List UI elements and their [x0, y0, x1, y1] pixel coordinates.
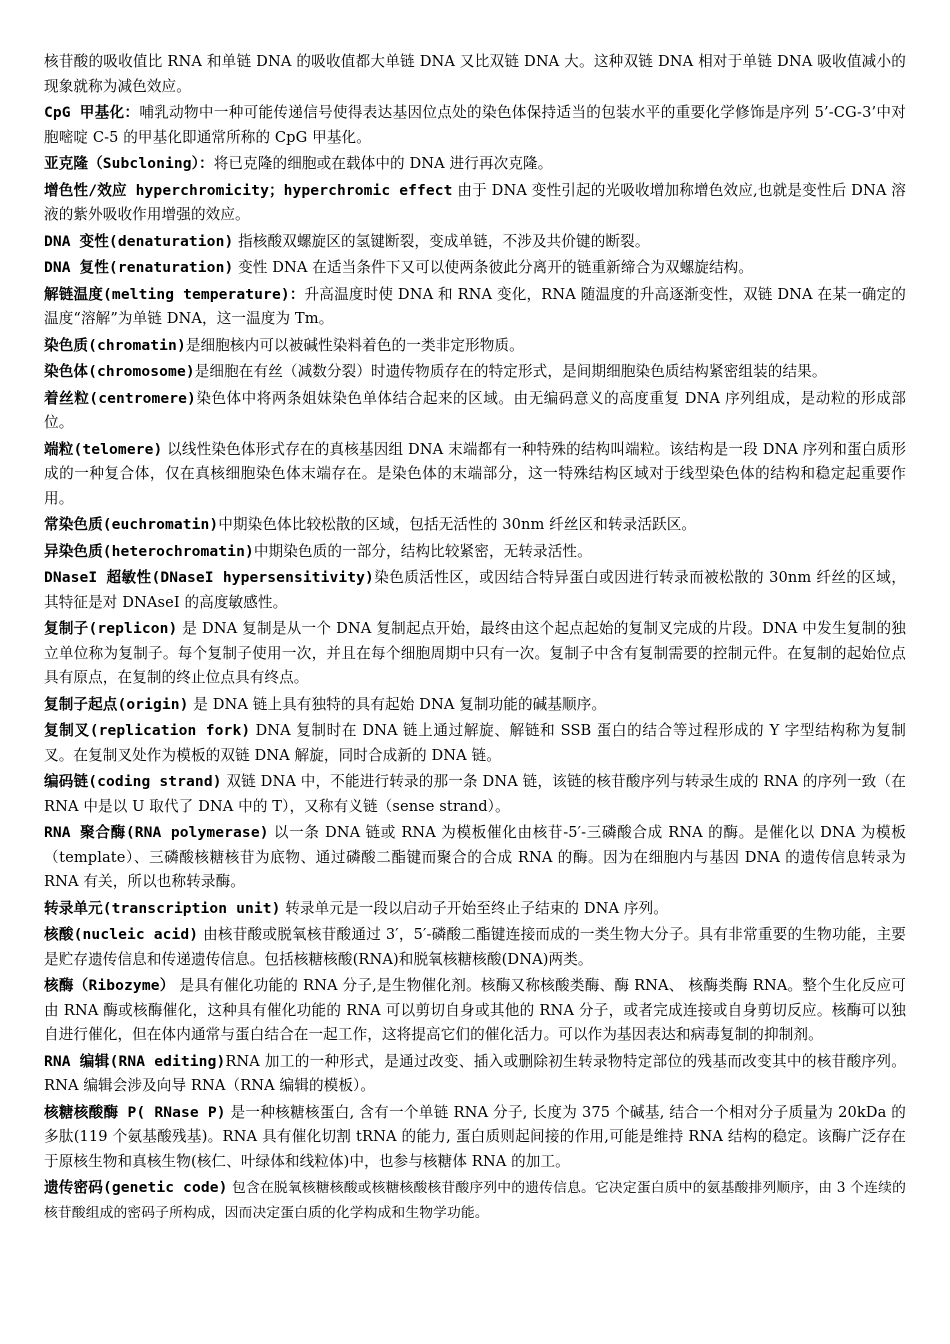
entry-term: 转录单元(transcription unit) [44, 899, 281, 917]
entry-definition: 包含在脱氧核糖核酸或核糖核酸核苷酸序列中的遗传信息。它决定蛋白质中的氨基酸排列顺序，由 3 个连续的核苷酸组成的密码子所构成，因而决定蛋白质的化学构成和生物学功能。 [44, 1180, 906, 1221]
entry-term: 核酸(nucleic acid) [44, 926, 199, 943]
entry-definition: 指核酸双螺旋区的氢键断裂，变成单链，不涉及共价键的断裂。 [233, 232, 650, 250]
entry-definition: 转录单元是一段以启动子开始至终止子结束的 DNA 序列。 [280, 899, 668, 917]
entry-term: RNA 编辑(RNA editing) [44, 1052, 226, 1070]
entry-definition: 染色体中将两条姐妹染色单体结合起来的区域。由无编码意义的高度重复 DNA 序列组成，是动粒的形成部位。 [44, 389, 906, 431]
entry-definition: 哺乳动物中一种可能传递信号使得表达基因位点处的染色体保持适当的包装水平的重要化学修饰是序列 5’-CG-3’中对胞嘧啶 C-5 的甲基化即通常所称的 CpG 甲基化。 [44, 104, 906, 146]
entry-renaturation [44, 256, 906, 281]
entry-term: 增色性/效应 hyperchromicity；hyperchromic effect [44, 181, 453, 199]
entry-term: 常染色质(euchromatin) [44, 516, 219, 533]
entry-rnase-p [44, 1101, 906, 1175]
entry-chromosome [44, 360, 906, 385]
entry-definition: DNA 复制时在 DNA 链上通过解旋、解链和 SSB 蛋白的结合等过程形成的 Y 字型结构称为复制叉。在复制叉处作为模板的双链 DNA 解旋，同时合成新的 DNA 链。 [44, 722, 906, 764]
entry-definition: 由核苷酸或脱氧核苷酸通过 3′，5′-磷酸二酯键连接而成的一类生物大分子。具有非常重要的生物功能，主要是贮存遗传信息和传递遗传信息。包括核糖核酸(RNA)和脱氧核糖核酸(DNA)两类。 [44, 926, 906, 968]
entry-term: 染色质(chromatin) [44, 336, 186, 354]
entry-replicon [44, 617, 906, 691]
entry-term: 编码链(coding strand) [44, 773, 222, 790]
entry-term: DNA 变性(denaturation) [44, 232, 234, 250]
entry-nucleic-acid [44, 923, 906, 972]
entry-definition: 是细胞在有丝（减数分裂）时遗传物质存在的特定形式，是间期细胞染色质结构紧密组装的结果。 [194, 363, 827, 380]
entry-term: 复制子(replicon) [44, 620, 178, 637]
entry-term: 端粒(telomere) [44, 440, 163, 458]
entry-origin [44, 693, 906, 718]
entry-term: 解链温度(melting temperature)： [44, 285, 305, 303]
entry-definition: RNA 加工的一种形式，是通过改变、插入或删除初生转录物特定部位的残基而改变其中的核苷酸序列。RNA 编辑会涉及向导 RNA（RNA 编辑的模板）。 [44, 1052, 907, 1094]
entry-term: 复制叉(replication fork) [44, 722, 251, 739]
entry-definition: 中期染色质的一部分，结构比较紧密，无转录活性。 [253, 542, 592, 560]
entry-telomere [44, 438, 906, 512]
entry-hypochromic-effect [44, 50, 906, 99]
entry-definition: 是 DNA 链上具有独特的具有起始 DNA 复制功能的碱基顺序。 [188, 695, 607, 713]
entry-definition: 核苷酸的吸收值比 RNA 和单链 DNA 的吸收值都大单链 DNA 又比双链 DNA 大。这种双链 DNA 相对于单链 DNA 吸收值减小的现象就称为减色效应。 [44, 53, 906, 95]
entry-rna-polymerase [44, 821, 906, 895]
entry-dnasei-hypersensitivity [44, 566, 906, 615]
entry-definition: 双链 DNA 中，不能进行转录的那一条 DNA 链，该链的核苷酸序列与转录生成的 RNA 的序列一致（在 RNA 中是以 U 取代了 DNA 中的 T），又称有义链（sense strand）。 [44, 773, 906, 815]
entry-term: 复制子起点(origin) [44, 695, 189, 713]
entry-centromere [44, 387, 906, 436]
entry-term: CpG 甲基化： [44, 104, 140, 121]
entry-chromatin [44, 334, 906, 359]
entry-term: 异染色质(heterochromatin) [44, 542, 254, 560]
entry-definition: 是 DNA 复制是从一个 DNA 复制起点开始，最终由这个起点起始的复制叉完成的片段。DNA 中发生复制的独立单位称为复制子。每个复制子使用一次，并且在每个细胞周期中只有一次。复制子中含有复制需要的控制元件。在复制的起始位点具有原点，在复制的终止位点具有终点。 [44, 620, 906, 686]
entry-term: 核酶（Ribozyme） [44, 977, 175, 994]
entry-definition: 中期染色体比较松散的区域，包括无活性的 30nm 纤丝区和转录活跃区。 [218, 516, 697, 533]
entry-term: 核糖核酸酶 P( RNase P) [44, 1103, 226, 1121]
entry-term: DNA 复性(renaturation) [44, 259, 234, 276]
entry-definition: 是一种核糖核蛋白, 含有一个单链 RNA 分子, 长度为 375 个碱基, 结合一个相对分子质量为 20kDa 的多肽(119 个氨基酸残基)。RNA 具有催化切割 tRNA 的能力, 蛋白质则起间接的作用,可能是维持 RNA 结构的稳定。该酶广泛存在于原核生物和真核生物(核仁、叶绿体和线粒体)中，也参与核糖体 RNA 的加工。 [44, 1103, 907, 1170]
entry-genetic-code [44, 1176, 906, 1225]
entry-heterochromatin [44, 540, 906, 565]
entry-definition: 将已克隆的细胞或在载体中的 DNA 进行再次克隆。 [213, 155, 553, 172]
entry-ribozyme [44, 974, 906, 1048]
entry-term: 亚克隆（Subcloning）： [44, 155, 214, 172]
entry-transcription-unit [44, 897, 906, 922]
entry-melting-temperature [44, 283, 906, 332]
entry-denaturation [44, 230, 906, 255]
entry-term: RNA 聚合酶(RNA polymerase) [44, 824, 269, 841]
entry-definition: 变性 DNA 在适当条件下又可以使两条彼此分离开的链重新缔合为双螺旋结构。 [233, 259, 754, 276]
entry-coding-strand [44, 770, 906, 819]
entry-term: 着丝粒(centromere) [44, 389, 196, 407]
entry-subcloning [44, 152, 906, 177]
entry-definition: 由于 DNA 变性引起的光吸收增加称增色效应,也就是变性后 DNA 溶液的紫外吸收作用增强的效应。 [44, 181, 906, 223]
entry-definition: 升高温度时使 DNA 和 RNA 变化，RNA 随温度的升高逐渐变性，双链 DNA 在某一确定的温度“溶解”为单链 DNA，这一温度为 Tm。 [44, 285, 906, 327]
entry-definition: 是具有催化功能的 RNA 分子,是生物催化剂。核酶又称核酸类酶、酶 RNA、 核酶类酶 RNA。整个生化反应可由 RNA 酶或核酶催化，这种具有催化功能的 RNA 可以剪切自身或其他的 RNA 分子，或者完成连接或自身剪切反应。核酶可以独自进行催化，但在体内通常与蛋白结合在一起工作，这将提高它们的催化活力。可以作为基因表达和病毒复制的抑制剂。 [44, 977, 907, 1043]
entry-definition: 是细胞核内可以被碱性染料着色的一类非定形物质。 [185, 336, 524, 354]
entry-cpg-methylation [44, 101, 906, 150]
entry-replication-fork [44, 719, 906, 768]
entry-term: 染色体(chromosome) [44, 363, 195, 380]
entry-euchromatin [44, 513, 906, 538]
entry-definition: 以线性染色体形式存在的真核基因组 DNA 末端都有一种特殊的结构叫端粒。该结构是一段 DNA 序列和蛋白质形成的一种复合体，仅在真核细胞染色体末端存在。是染色体的末端部分，这一特殊结构区域对于线型染色体的结构和稳定起重要作用。 [44, 440, 907, 507]
entry-term: 遗传密码(genetic code) [44, 1179, 228, 1196]
entry-definition: 染色质活性区，或因结合特异蛋白或因进行转录而被松散的 30nm 纤丝的区域，其特征是对 DNAseI 的高度敏感性。 [44, 569, 906, 611]
entry-definition: 以一条 DNA 链或 RNA 为模板催化由核苷-5′-三磷酸合成 RNA 的酶。是催化以 DNA 为模板（template）、三磷酸核糖核苷为底物、通过磷酸二酯键而聚合的合成 RNA 的酶。因为在细胞内与基因 DNA 的遗传信息转录为 RNA 有关，所以也称转录酶。 [44, 824, 906, 890]
entry-term: DNaseI 超敏性(DNaseI hypersensitivity) [44, 569, 374, 586]
entry-hyperchromicity [44, 179, 906, 228]
entry-rna-editing [44, 1050, 906, 1099]
